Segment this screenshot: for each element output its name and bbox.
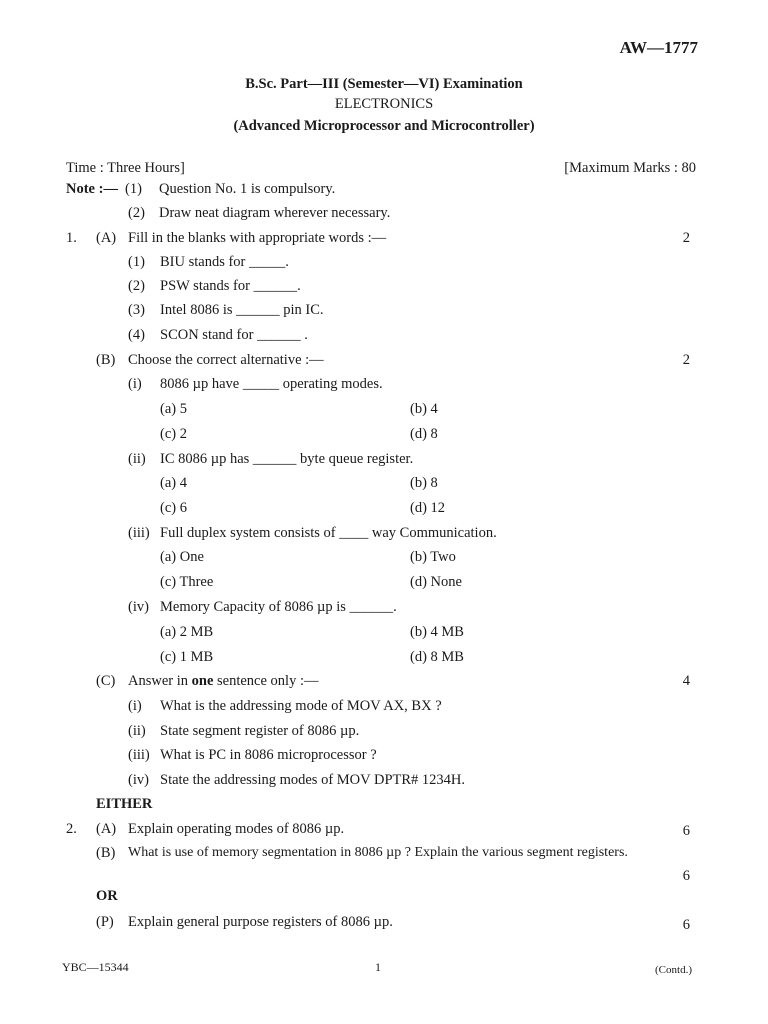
q1b-sub-text: IC 8086 µp has ______ byte queue register.	[160, 451, 414, 467]
or-heading: OR	[96, 888, 118, 904]
option-d: (d) 8 MB	[410, 649, 464, 665]
page-number: 1	[375, 960, 381, 974]
q1c-item-text: What is the addressing mode of MOV AX, BX ?	[160, 698, 442, 714]
q1b-sub-num: (iv)	[128, 599, 149, 615]
q1a-item-num: (2)	[128, 278, 145, 294]
note-1-text: Question No. 1 is compulsory.	[159, 181, 336, 197]
option-d: (d) 12	[410, 500, 446, 516]
continued-label: (Contd.)	[655, 964, 692, 976]
q1b-sub-text: 8086 µp have _____ operating modes.	[160, 376, 383, 392]
option-b: (b) Two	[410, 549, 456, 565]
q1b-marks: 2	[682, 352, 690, 368]
q1c-text: Answer in one sentence only :—	[128, 673, 319, 689]
q1a-item-text: PSW stands for ______.	[160, 278, 301, 294]
q1a-item-text: Intel 8086 is ______ pin IC.	[160, 302, 324, 318]
q2a-label: (A)	[96, 821, 117, 837]
q1b-sub-text: Memory Capacity of 8086 µp is ______.	[160, 599, 397, 615]
q2b-marks: 6	[682, 868, 690, 884]
subject-title: ELECTRONICS	[334, 96, 434, 112]
option-b: (b) 8	[410, 475, 438, 491]
q1b-sub-num: (iii)	[128, 525, 150, 541]
option-b: (b) 4	[410, 401, 438, 417]
q1a-item-num: (3)	[128, 302, 145, 318]
option-a: (a) 4	[160, 475, 187, 491]
q1c-label: (C)	[96, 673, 116, 689]
q1b-text: Choose the correct alternative :—	[128, 352, 324, 368]
q2a-marks: 6	[682, 823, 690, 839]
q1c-item-num: (i)	[128, 698, 142, 714]
q2a-text: Explain operating modes of 8086 µp.	[128, 821, 345, 837]
q2p-marks: 6	[682, 917, 690, 933]
time-label: Time : Three Hours]	[66, 160, 185, 176]
q1c-item-text: State segment register of 8086 µp.	[160, 723, 360, 739]
option-c: (c) 6	[160, 500, 187, 516]
note-2-text: Draw neat diagram wherever necessary.	[159, 205, 391, 221]
note-label: Note :—	[66, 181, 118, 197]
footer-code: YBC—15344	[62, 960, 129, 974]
exam-title: B.Sc. Part—III (Semester—VI) Examination	[245, 76, 523, 92]
option-c: (c) 1 MB	[160, 649, 214, 665]
q1b-sub-text: Full duplex system consists of ____ way Communication.	[160, 525, 497, 541]
q1c-item-num: (iv)	[128, 772, 149, 788]
q2p-text: Explain general purpose registers of 8086 µp.	[128, 914, 393, 930]
q1a-item-text: BIU stands for _____.	[160, 254, 289, 270]
q2-number: 2.	[66, 821, 77, 837]
q1c-item-text: What is PC in 8086 microprocessor ?	[160, 747, 377, 763]
q1c-item-num: (iii)	[128, 747, 150, 763]
q2b-label: (B)	[96, 845, 116, 861]
note-1-num: (1)	[125, 181, 142, 197]
q1c-marks: 4	[682, 673, 690, 689]
q1b-sub-num: (ii)	[128, 451, 146, 467]
q1a-marks: 2	[682, 230, 690, 246]
q1c-item-num: (ii)	[128, 723, 146, 739]
q1a-item-num: (1)	[128, 254, 145, 270]
option-b: (b) 4 MB	[410, 624, 464, 640]
paper-code: AW—1777	[619, 38, 698, 57]
option-a: (a) 2 MB	[160, 624, 214, 640]
option-a: (a) 5	[160, 401, 187, 417]
option-c: (c) Three	[160, 574, 214, 590]
max-marks: [Maximum Marks : 80	[564, 160, 696, 176]
q1a-text: Fill in the blanks with appropriate words :—	[128, 230, 387, 246]
q1c-item-text: State the addressing modes of MOV DPTR# 1234H.	[160, 772, 466, 788]
note-2-num: (2)	[128, 205, 145, 221]
paper-title: (Advanced Microprocessor and Microcontroller)	[233, 118, 535, 134]
q1-number: 1.	[66, 230, 77, 246]
either-heading: EITHER	[96, 796, 153, 812]
option-a: (a) One	[160, 549, 204, 565]
option-c: (c) 2	[160, 426, 187, 442]
q1b-sub-num: (i)	[128, 376, 142, 392]
q1a-label: (A)	[96, 230, 117, 246]
q1a-item-num: (4)	[128, 327, 145, 343]
q2b-text: What is use of memory segmentation in 8086 µp ? Explain the various segment registers.	[128, 845, 628, 860]
option-d: (d) None	[410, 574, 462, 590]
q1b-label: (B)	[96, 352, 116, 368]
q1a-item-text: SCON stand for ______ .	[160, 327, 308, 343]
option-d: (d) 8	[410, 426, 438, 442]
q2p-label: (P)	[96, 914, 114, 930]
